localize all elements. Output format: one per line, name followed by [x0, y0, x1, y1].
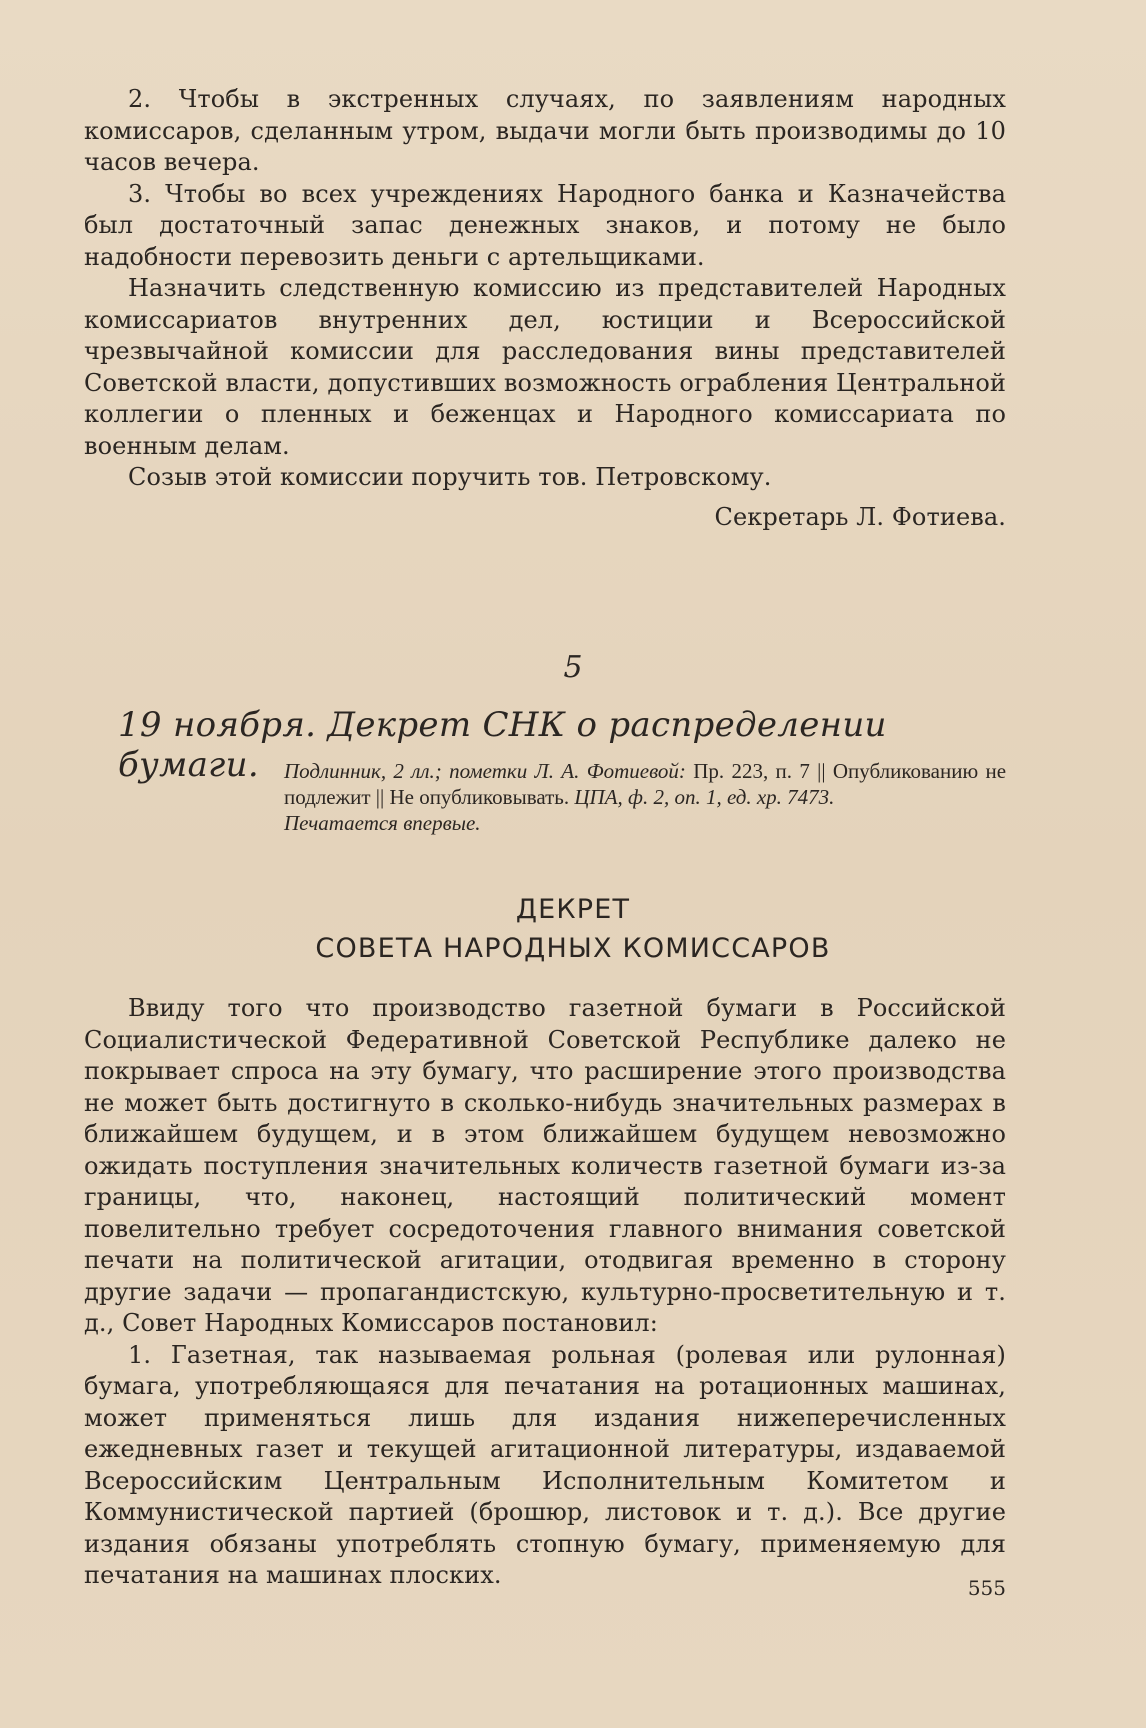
signature: Секретарь Л. Фотиева.	[714, 502, 1006, 531]
page-number: 555	[967, 1576, 1006, 1600]
decree-preamble: Ввиду того что производство газетной бумаги в Российской Социалистической Федеративной Советской Республике далеко не покрывает спроса на эту бумагу, что расширение этого производства не может быть достигнуто в сколько-нибудь значительных размерах в ближайшем будущем, и в этом ближайшем будущем невозможно ожидать поступления значительных количеств газетной бумаги из-за границы, что, наконец, настоящий политический момент повелительно требует сосредоточения главного внимания советской печати на политической агитации, отодвигая временно в сторону другие задачи — пропагандистскую, культурно-просветительную и т. д., Совет Народных Комиссаров постановил:	[84, 994, 1006, 1337]
paragraph-convene: Созыв этой комиссии поручить тов. Петровскому.	[128, 463, 772, 491]
decree-title-line1: ДЕКРЕТ	[515, 894, 631, 925]
document-number: 5	[563, 650, 583, 685]
paragraph-item-2: 2. Чтобы в экстренных случаях, по заявлениям народных комиссаров, сделанным утром, выдачи могли быть производимы до 10 часов вечера.	[84, 85, 1006, 176]
decree-title-line2: СОВЕТА НАРОДНЫХ КОМИССАРОВ	[315, 933, 831, 964]
decree-text-block	[84, 993, 1006, 1592]
source-note	[284, 758, 1006, 836]
source-original: Подлинник, 2 лл.; пометки Л. А. Фотиевой:	[284, 759, 686, 783]
paragraph-commission: Назначить следственную комиссию из представителей Народных комиссариатов внутренних дел, юстиции и Всероссийской чрезвычайной комиссии для расследования вины представителей Советской власти, допустивших возможность ограбления Центральной коллегии о пленных и беженцах и Народного комиссариата по военным делам.	[84, 274, 1006, 460]
top-text-block	[84, 84, 1006, 533]
publication-note: Печатается впервые.	[284, 811, 481, 835]
source-archive: ЦПА, ф. 2, оп. 1, ед. хр. 7473.	[574, 785, 835, 809]
source-marks: Пр. 223, п. 7 || Опубликованию не подлежит || Не опубликовывать.	[284, 759, 1007, 809]
document-heading: 19 ноября. Декрет СНК о распределении бумаги.	[118, 705, 887, 785]
decree-point-1: 1. Газетная, так называемая рольная (ролевая или рулонная) бумага, употребляющаяся для печатания на ротационных машинах, может применяться лишь для издания нижеперечисленных ежедневных газет и текущей агитационной литературы, издаваемой Всероссийским Центральным Исполнительным Комитетом и Коммунистической партией (брошюр, листовок и т. д.). Все другие издания обязаны употреблять стопную бумагу, применяемую для печатания на машинах плоских.	[84, 1340, 1006, 1589]
paragraph-item-3: 3. Чтобы во всех учреждениях Народного банка и Казначейства был достаточный запас денежных знаков, и потому не было надобности перевозить деньги с артельщиками.	[84, 179, 1006, 271]
